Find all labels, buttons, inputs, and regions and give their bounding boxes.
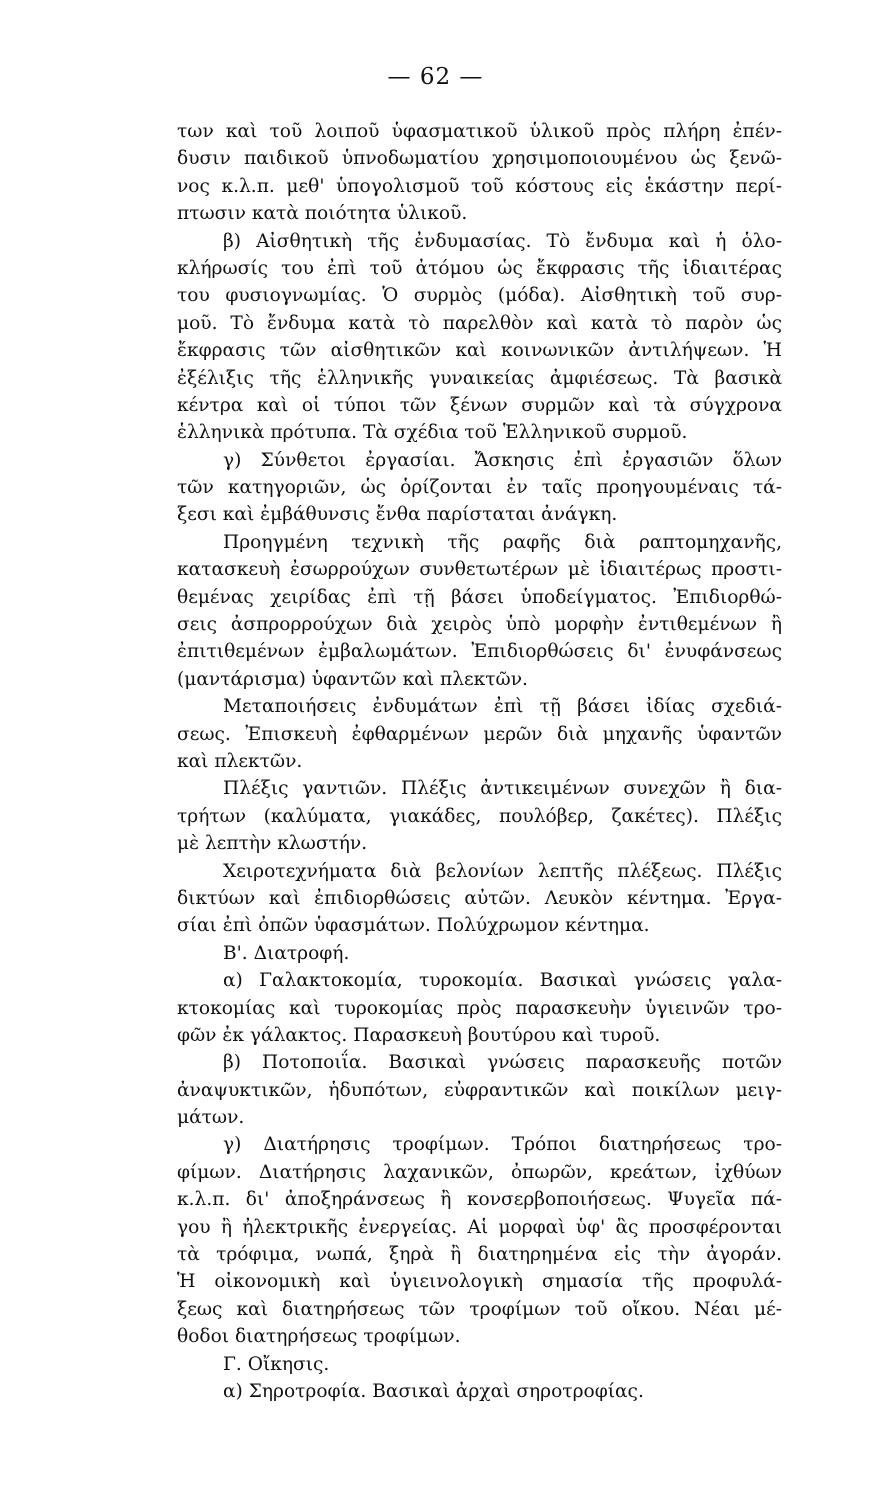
text-line: ἀναψυκτικῶν, ἡδυπότων, εὐφραντικῶν καὶ ποικίλων μειγ- xyxy=(177,1079,782,1101)
text-line: σίαι ἐπὶ ὀπῶν ὑφασμάτων. Πολύχρωμον κέντημα. xyxy=(177,915,650,937)
text-line: Χειροτεχνήματα διὰ βελονίων λεπτῆς πλέξεως. Πλέξις xyxy=(223,860,782,882)
text-line: μὲ λεπτὴν κλωστήν. xyxy=(177,833,368,855)
text-line: σεις ἀσπρορρούχων διὰ χειρὸς ὑπὸ μορφὴν ἐντιθεμένων ἢ xyxy=(177,614,782,636)
text-line: γ) Διατήρησις τροφίμων. Τρόποι διατηρήσεως τρο- xyxy=(223,1134,782,1156)
text-line: κατασκευὴ ἐσωρρούχων συνθετωτέρων μὲ ἰδιαιτέρως προστι- xyxy=(177,559,782,581)
text-line: (μαντάρισμα) ὑφαντῶν καὶ πλεκτῶν. xyxy=(177,668,528,690)
text-line: β) Αἰσθητικὴ τῆς ἐνδυμασίας. Τὸ ἔνδυμα καὶ ἡ ὁλο- xyxy=(223,230,782,252)
text-line: α) Γαλακτοκομία, τυροκομία. Βασικαὶ γνώσεις γαλα- xyxy=(223,970,782,992)
text-line: σεως. Ἐπισκευὴ ἐφθαρμένων μερῶν διὰ μηχανῆς ὑφαντῶν xyxy=(177,723,782,745)
text-line: τὰ τρόφιμα, νωπά, ξηρὰ ἢ διατηρημένα εἰς τὴν ἀγοράν. xyxy=(177,1244,782,1266)
text-line: ξεως καὶ διατηρήσεως τῶν τροφίμων τοῦ οἴκου. Νέαι μέ- xyxy=(177,1298,782,1320)
page-number: — 62 — xyxy=(387,64,484,90)
text-line: α) Σηροτροφία. Βασικαὶ ἀρχαὶ σηροτροφίας. xyxy=(223,1380,644,1402)
text-line: ἑλληνικὰ πρότυπα. Τὰ σχέδια τοῦ Ἑλληνικοῦ συρμοῦ. xyxy=(177,422,688,444)
text-line: φίμων. Διατήρησις λαχανικῶν, ὀπωρῶν, κρεάτων, ἰχθύων xyxy=(177,1161,782,1183)
text-line: δικτύων καὶ ἐπιδιορθώσεις αὐτῶν. Λευκὸν κέντημα. Ἐργα- xyxy=(177,887,782,909)
text-line: ἐπιτιθεμένων ἐμβαλωμάτων. Ἐπιδιορθώσεις δι' ἐνυφάνσεως xyxy=(177,641,782,663)
text-line: του φυσιογνωμίας. Ὁ συρμὸς (μόδα). Αἰσθητικὴ τοῦ συρ- xyxy=(177,285,782,307)
text-line: κτοκομίας καὶ τυροκομίας πρὸς παρασκευὴν ὑγιεινῶν τρο- xyxy=(177,997,782,1019)
text-line: ἐξέλιξις τῆς ἑλληνικῆς γυναικείας ἀμφιέσεως. Τὰ βασικὰ xyxy=(177,367,782,389)
text-line: κλήρωσίς του ἐπὶ τοῦ ἀτόμου ὡς ἔκφρασις τῆς ἰδιαιτέρας xyxy=(177,257,782,279)
text-line: β) Ποτοποιΐα. Βασικαὶ γνώσεις παρασκευῆς ποτῶν xyxy=(223,1052,782,1074)
text-line: Μεταποιήσεις ἐνδυμάτων ἐπὶ τῇ βάσει ἰδίας σχεδιά- xyxy=(223,696,782,718)
text-line: των καὶ τοῦ λοιποῦ ὑφασματικοῦ ὑλικοῦ πρὸς πλήρη ἐπέν- xyxy=(177,121,782,142)
text-line: δυσιν παιδικοῦ ὑπνοδωματίου χρησιμοποιουμένου ὡς ξενῶ- xyxy=(177,148,782,170)
text-line: πτωσιν κατὰ ποιότητα ὑλικοῦ. xyxy=(177,203,468,225)
text-line: ἔκφρασις τῶν αἰσθητικῶν καὶ κοινωνικῶν ἀντιλήψεων. Ἡ xyxy=(177,340,782,362)
text-line: ξεσι καὶ ἐμβάθυνσις ἔνθα παρίσταται ἀνάγκη. xyxy=(177,504,618,526)
text-line: Προηγμένη τεχνικὴ τῆς ραφῆς διὰ ραπτομηχανῆς, xyxy=(223,531,782,553)
text-line: γ) Σύνθετοι ἐργασίαι. Ἄσκησις ἐπὶ ἐργασιῶν ὅλων xyxy=(223,449,782,471)
text-line: μοῦ. Τὸ ἔνδυμα κατὰ τὸ παρελθὸν καὶ κατὰ τὸ παρὸν ὡς xyxy=(177,312,782,334)
text-line: Πλέξις γαντιῶν. Πλέξις ἀντικειμένων συνεχῶν ἢ δια- xyxy=(223,778,782,800)
text-line: Ἡ οἰκονομικὴ καὶ ὑγιεινολογικὴ σημασία τῆς προφυλά- xyxy=(177,1271,782,1293)
text-line: κέντρα καὶ οἱ τύποι τῶν ξένων συρμῶν καὶ τὰ σύγχρονα xyxy=(177,394,782,416)
text-line: Β'. Διατροφή. xyxy=(223,942,350,964)
text-line: Γ. Οἴκησις. xyxy=(223,1353,330,1375)
text-line: φῶν ἐκ γάλακτος. Παρασκευὴ βουτύρου καὶ τυροῦ. xyxy=(177,1024,661,1046)
text-line: θεμένας χειρίδας ἐπὶ τῇ βάσει ὑποδείγματος. Ἐπιδιορθώ- xyxy=(177,586,782,608)
body-text xyxy=(177,118,782,1405)
text-line: μάτων. xyxy=(177,1107,245,1129)
text-line: θοδοι διατηρήσεως τροφίμων. xyxy=(177,1326,461,1348)
text-line: νος κ.λ.π. μεθ' ὑπογολισμοῦ τοῦ κόστους εἰς ἑκάστην περί- xyxy=(177,175,782,197)
text-line: γου ἢ ἠλεκτρικῆς ἐνεργείας. Αἱ μορφαὶ ὑφ' ἃς προσφέρονται xyxy=(177,1216,782,1238)
text-line: καὶ πλεκτῶν. xyxy=(177,750,303,772)
text-line: τῶν κατηγοριῶν, ὡς ὁρίζονται ἐν ταῖς προηγουμέναις τά- xyxy=(177,477,782,499)
text-line: τρήτων (καλύματα, γιακάδες, πουλόβερ, ζακέτες). Πλέξις xyxy=(177,805,782,827)
text-line: κ.λ.π. δι' ἀποξηράνσεως ἢ κονσερβοποιήσεως. Ψυγεῖα πά- xyxy=(177,1189,782,1211)
